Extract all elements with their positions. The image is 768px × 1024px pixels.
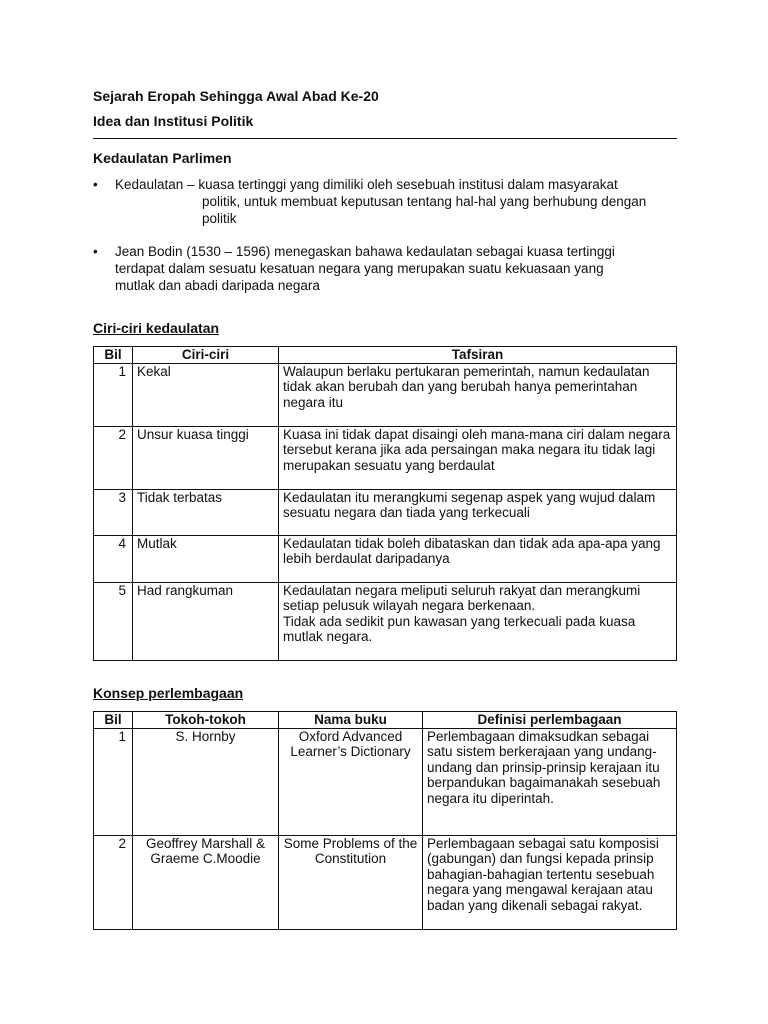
cell-ciri: Mutlak: [133, 535, 279, 582]
column-header: Tafsiran: [279, 347, 677, 364]
cell-ciri: Tidak terbatas: [133, 489, 279, 535]
bullet-line: mutlak dan abadi daripada negara: [115, 278, 320, 293]
bullet-icon: •: [93, 244, 98, 259]
column-header: Bil: [94, 347, 133, 364]
table2-heading: Konsep perlembagaan: [93, 685, 244, 701]
cell-tokoh: Geoffrey Marshall & Graeme C.Moodie: [133, 835, 279, 929]
cell-bil: 5: [94, 582, 133, 660]
column-header: Nama buku: [279, 712, 423, 729]
document-title: Sejarah Eropah Sehingga Awal Abad Ke-20: [93, 88, 379, 104]
table-row: [94, 582, 677, 660]
cell-bil: 1: [94, 728, 133, 835]
section-heading-kedaulatan: Kedaulatan Parlimen: [93, 150, 232, 166]
document-subtitle: Idea dan Institusi Politik: [93, 113, 254, 129]
cell-tafsiran: Kuasa ini tidak dapat disaingi oleh mana-mana ciri dalam negara tersebut kerana jika ada persaingan maka negara itu tidak lagi merupakan sesuatu yang berdaulat: [279, 426, 677, 489]
table-row: [94, 363, 677, 426]
table-row: [94, 426, 677, 489]
cell-buku: Some Problems of the Constitution: [279, 835, 423, 929]
header-divider: [93, 138, 677, 139]
cell-tokoh: S. Hornby: [133, 728, 279, 835]
table-row: [94, 489, 677, 535]
ciri-kedaulatan-table: [93, 346, 677, 661]
table1-heading: Ciri-ciri kedaulatan: [93, 320, 220, 336]
bullet-line: Kedaulatan – kuasa tertinggi yang dimiliki oleh sesebuah institusi dalam masyarakat: [115, 177, 618, 192]
table-row: [94, 535, 677, 582]
bullet-line: terdapat dalam sesuatu kesatuan negara yang merupakan suatu kekuasaan yang: [115, 261, 604, 276]
cell-bil: 4: [94, 535, 133, 582]
cell-bil: 2: [94, 835, 133, 929]
cell-ciri: Had rangkuman: [133, 582, 279, 660]
cell-buku: Oxford Advanced Learner’s Dictionary: [279, 728, 423, 835]
bullet-line: politik: [202, 211, 237, 226]
cell-tafsiran: Walaupun berlaku pertukaran pemerintah, namun kedaulatan tidak akan berubah dan yang berubah hanya pemerintahan negara itu: [279, 363, 677, 426]
cell-tafsiran: [279, 582, 677, 660]
cell-bil: 2: [94, 426, 133, 489]
tafsiran-text: Tidak ada sedikit pun kawasan yang terkecuali pada kuasa mutlak negara.: [283, 613, 636, 644]
column-header: Definisi perlembagaan: [423, 712, 677, 729]
column-header: Ciri-ciri: [133, 347, 279, 364]
cell-bil: 3: [94, 489, 133, 535]
table-row: [94, 835, 677, 929]
cell-tafsiran: Kedaulatan tidak boleh dibataskan dan tidak ada apa-apa yang lebih berdaulat daripadanya: [279, 535, 677, 582]
cell-tafsiran: Kedaulatan itu merangkumi segenap aspek yang wujud dalam sesuatu negara dan tiada yang terkecuali: [279, 489, 677, 535]
cell-ciri: Unsur kuasa tinggi: [133, 426, 279, 489]
tafsiran-text: Kedaulatan negara meliputi seluruh rakyat dan merangkumi setiap pelusuk wilayah negara berkenaan.: [283, 582, 641, 613]
cell-definisi: Perlembagaan sebagai satu komposisi (gabungan) dan fungsi kepada prinsip bahagian-bahagian tertentu sesebuah negara yang mengawal kerajaan atau badan yang dikenali sebagai rakyat.: [423, 835, 677, 929]
cell-definisi: Perlembagaan dimaksudkan sebagai satu sistem berkerajaan yang undang-undang dan prinsip-prinsip kerajaan itu berpandukan bagaimanakah sesebuah negara itu diperintah.: [423, 728, 677, 835]
bullet-line: politik, untuk membuat keputusan tentang hal-hal yang berhubung dengan: [202, 194, 647, 209]
table-header-row: [94, 712, 677, 729]
konsep-perlembagaan-table: [93, 711, 677, 930]
column-header: Bil: [94, 712, 133, 729]
table-row: [94, 728, 677, 835]
column-header: Tokoh-tokoh: [133, 712, 279, 729]
cell-bil: 1: [94, 363, 133, 426]
bullet-icon: •: [93, 177, 98, 192]
table-header-row: [94, 347, 677, 364]
cell-ciri: Kekal: [133, 363, 279, 426]
bullet-line: Jean Bodin (1530 – 1596) menegaskan bahawa kedaulatan sebagai kuasa tertinggi: [115, 244, 615, 259]
